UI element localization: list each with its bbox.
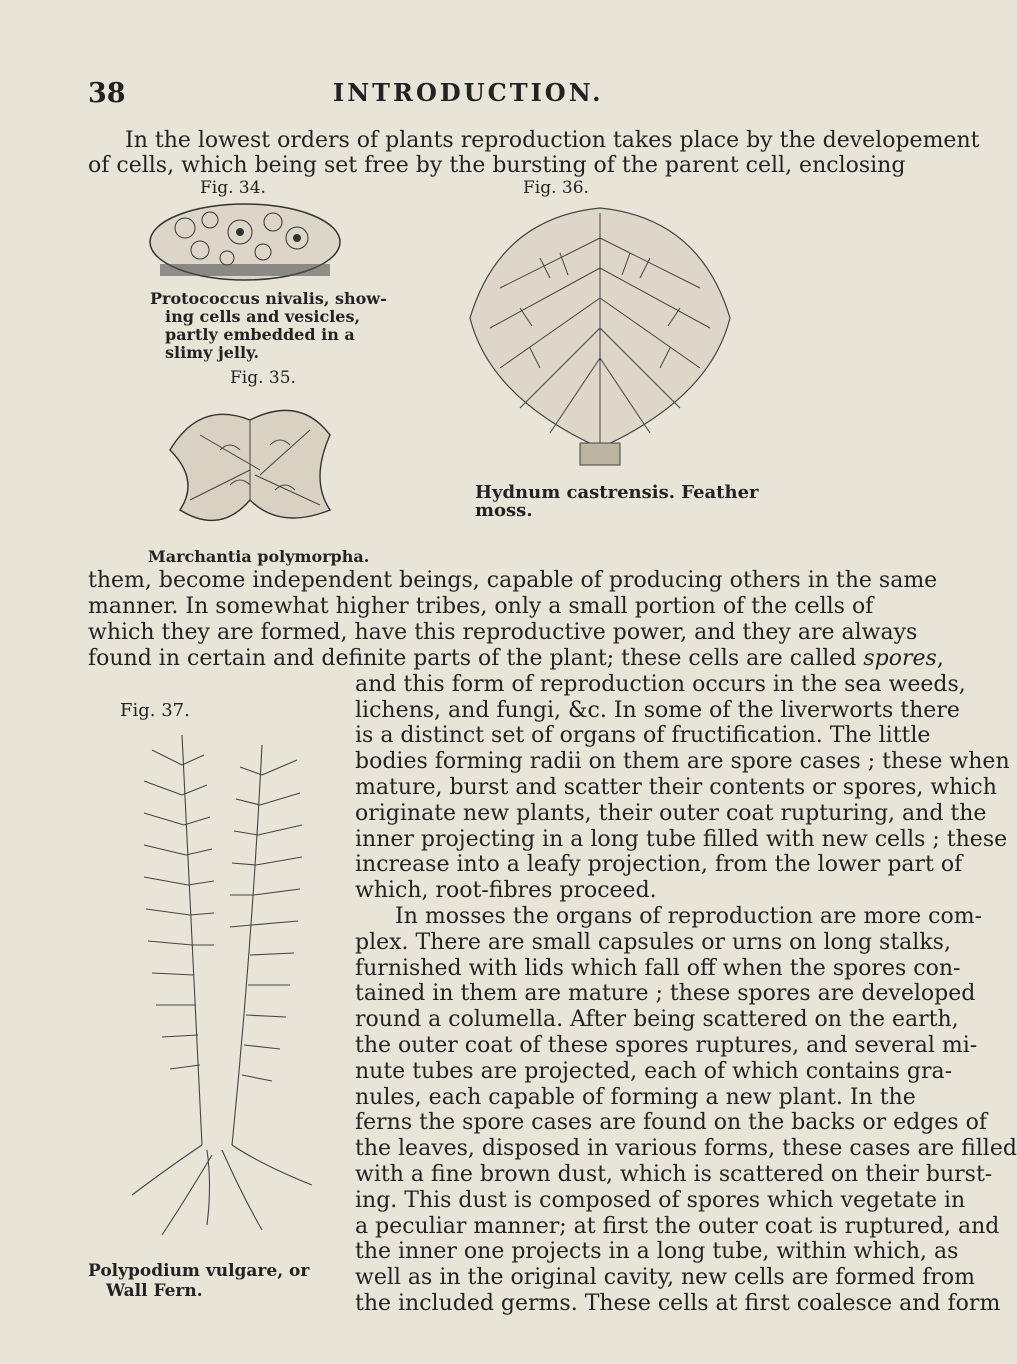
- column-line: mature, burst and scatter their contents or spores, which: [355, 775, 997, 800]
- column-line: ing. This dust is composed of spores which vegetate in: [355, 1188, 966, 1213]
- column-line: ferns the spore cases are found on the backs or edges of: [355, 1110, 987, 1135]
- fig37-label: Fig. 37.: [120, 700, 190, 721]
- fig34-label: Fig. 34.: [200, 178, 266, 198]
- column-line: with a fine brown dust, which is scattered on their burst-: [355, 1162, 993, 1187]
- column-line: the leaves, disposed in various forms, these cases are filled: [355, 1136, 1017, 1161]
- column-line: and this form of reproduction occurs in the sea weeds,: [355, 672, 966, 697]
- column-line: the included germs. These cells at first coalesce and form: [355, 1291, 1001, 1316]
- column-line: round a columella. After being scattered on the earth,: [355, 1007, 959, 1032]
- column-line: nute tubes are projected, each of which contains gra-: [355, 1059, 953, 1084]
- body-line: of cells, which being set free by the bursting of the parent cell, enclosing: [88, 153, 906, 178]
- column-line: originate new plants, their outer coat rupturing, and the: [355, 801, 987, 826]
- column-line: well as in the original cavity, new cells are formed from: [355, 1265, 975, 1290]
- fig35-label: Fig. 35.: [230, 368, 296, 388]
- column-line: a peculiar manner; at first the outer coat is ruptured, and: [355, 1214, 1000, 1239]
- body-line: found in certain and definite parts of the plant; these cells are called spores,: [88, 646, 944, 671]
- fig36-caption: Hydnum castrensis. Feather moss.: [475, 482, 759, 521]
- column-line: which, root-fibres proceed.: [355, 878, 657, 903]
- body-line: In the lowest orders of plants reproduction takes place by the developement: [125, 128, 980, 153]
- running-head: INTRODUCTION.: [333, 78, 604, 107]
- column-line: In mosses the organs of reproduction are more com-: [395, 904, 983, 929]
- column-line: the inner one projects in a long tube, within which, as: [355, 1239, 959, 1264]
- hydnum-illustration: [440, 198, 750, 473]
- column-line: inner projecting in a long tube filled with new cells ; these: [355, 827, 1008, 852]
- column-line: lichens, and fungi, &c. In some of the liverworts there: [355, 698, 960, 723]
- body-line: them, become independent beings, capable of producing others in the same: [88, 568, 938, 593]
- fig34-caption-line: partly embedded in a: [165, 325, 355, 344]
- column-line: tained in them are mature ; these spores are developed: [355, 981, 976, 1006]
- page-header: [88, 78, 778, 112]
- fig34-caption-line: ing cells and vesicles,: [165, 307, 361, 326]
- fig37-caption-line: Wall Fern.: [106, 1281, 203, 1301]
- marchantia-illustration: [160, 390, 340, 540]
- polypodium-illustration: [112, 725, 352, 1250]
- fig36-label: Fig. 36.: [523, 178, 589, 198]
- column-line: bodies forming radii on them are spore cases ; these when: [355, 749, 1010, 774]
- fig35-caption: Marchantia polymorpha.: [148, 547, 370, 566]
- column-line: increase into a leafy projection, from the lower part of: [355, 852, 963, 877]
- fig34-caption-line: slimy jelly.: [165, 343, 260, 362]
- column-line: the outer coat of these spores ruptures, and several mi-: [355, 1033, 978, 1058]
- body-line: manner. In somewhat higher tribes, only a small portion of the cells of: [88, 594, 874, 619]
- column-line: is a distinct set of organs of fructification. The little: [355, 723, 931, 748]
- protococcus-illustration: [145, 198, 345, 286]
- fig37-caption-line: Polypodium vulgare, or: [88, 1261, 310, 1281]
- fig34-caption-line: Protococcus nivalis, show-: [150, 289, 387, 308]
- page-number: 38: [88, 78, 126, 109]
- column-line: plex. There are small capsules or urns on long stalks,: [355, 930, 951, 955]
- column-line: furnished with lids which fall off when the spores con-: [355, 956, 961, 981]
- body-line: which they are formed, have this reproductive power, and they are always: [88, 620, 918, 645]
- column-line: nules, each capable of forming a new plant. In the: [355, 1085, 916, 1110]
